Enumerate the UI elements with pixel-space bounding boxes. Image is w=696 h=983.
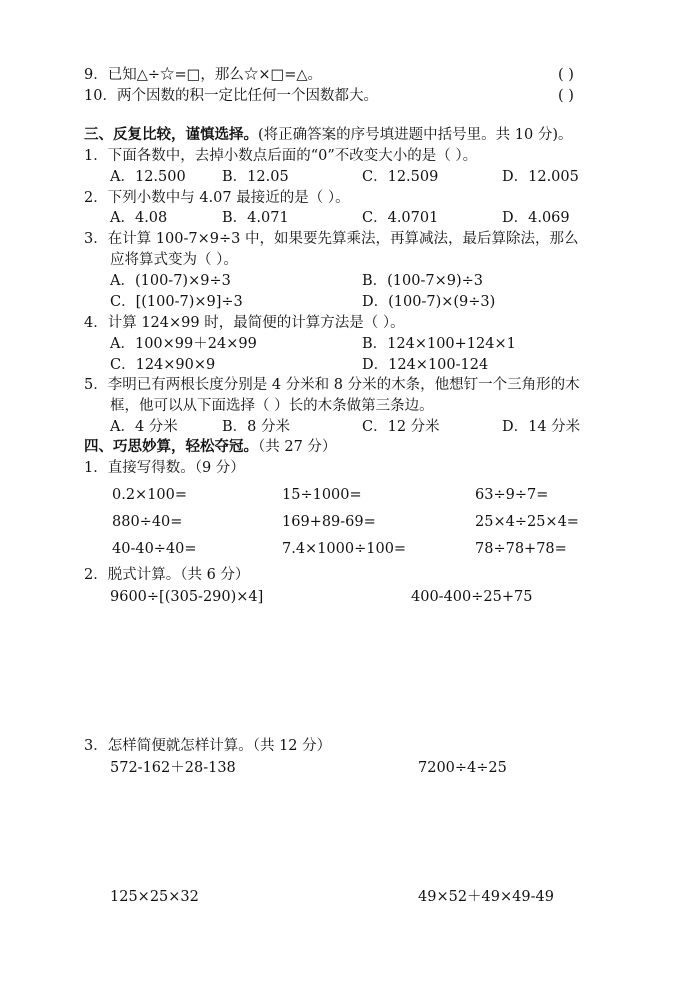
mc-question-5-option-b[interactable]: B．8 分米 xyxy=(222,419,290,435)
mc-question-5-option-d[interactable]: D．14 分米 xyxy=(502,419,581,435)
calc-question-3-title: 3．怎样简便就怎样计算。（共 12 分） xyxy=(84,738,332,754)
oral-calc-item: 25×4÷25×4= xyxy=(475,514,579,530)
section-3-note: (将正确答案的序号填进题中括号里。共 10 分)。 xyxy=(258,127,573,143)
mc-question-4-option-b[interactable]: B．124×100+124×1 xyxy=(362,336,516,352)
section-4-header xyxy=(84,438,336,456)
oral-calc-item: 78÷78+78= xyxy=(475,541,567,557)
calc-question-2-title: 2．脱式计算。（共 6 分） xyxy=(84,567,250,583)
mc-question-2-stem: 2．下列小数中与 4.07 最接近的是（ ）。 xyxy=(84,190,350,206)
mc-question-3-option-c[interactable]: C．[(100-7)×9]÷3 xyxy=(110,294,243,310)
oral-calc-item: 15÷1000= xyxy=(282,487,362,503)
section-4-note: （共 27 分） xyxy=(258,439,337,455)
mc-question-3-stem-line-1: 3．在计算 100-7×9÷3 中，如果要先算乘法，再算减法，最后算除法，那么 xyxy=(84,231,579,247)
oral-calc-item: 0.2×100= xyxy=(112,487,188,503)
mc-question-4-stem: 4．计算 124×99 时，最简便的计算方法是（ ）。 xyxy=(84,315,405,331)
mc-question-4-option-c[interactable]: C．124×90×9 xyxy=(110,357,216,373)
oral-calc-item: 63÷9÷7= xyxy=(475,487,549,503)
section-3-header xyxy=(84,126,572,144)
mc-question-2-option-a[interactable]: A．4.08 xyxy=(110,210,168,226)
mc-question-5-option-a[interactable]: A．4 分米 xyxy=(110,419,178,435)
section-3-title: 三、反复比较，谨慎选择。 xyxy=(84,126,258,143)
oral-calc-item: 7.4×1000÷100= xyxy=(282,541,407,557)
oral-calc-item: 169+89-69= xyxy=(282,514,376,530)
mc-question-1-option-d[interactable]: D．12.005 xyxy=(502,169,579,185)
judge-item-9-answer-paren[interactable]: ( ) xyxy=(558,67,574,83)
oral-calc-item: 40-40÷40= xyxy=(112,541,197,557)
judge-item-9: 9．已知△÷☆=□，那么☆×□=△。 xyxy=(84,67,323,83)
judge-item-10-answer-paren[interactable]: ( ) xyxy=(558,88,574,104)
mc-question-4-option-d[interactable]: D．124×100-124 xyxy=(362,357,489,373)
simplify-calc-expression: 7200÷4÷25 xyxy=(418,760,507,776)
mc-question-1-option-b[interactable]: B．12.05 xyxy=(222,169,289,185)
simplify-calc-expression: 125×25×32 xyxy=(110,889,199,905)
simplify-calc-expression: 49×52＋49×49-49 xyxy=(418,889,554,905)
mc-question-5-option-c[interactable]: C．12 分米 xyxy=(362,419,440,435)
mc-question-4-option-a[interactable]: A．100×99＋24×99 xyxy=(110,336,257,352)
mc-question-3-option-d[interactable]: D．(100-7)×(9÷3) xyxy=(362,294,496,310)
calc-question-1-title: 1．直接写得数。（9 分） xyxy=(84,460,245,476)
mc-question-2-option-d[interactable]: D．4.069 xyxy=(502,210,570,226)
oral-calc-item: 880÷40= xyxy=(112,514,183,530)
mc-question-5-stem-line-2: 框，他可以从下面选择（ ）长的木条做第三条边。 xyxy=(110,398,434,414)
mc-question-3-stem-line-2: 应将算式变为（ ）。 xyxy=(110,252,238,268)
mc-question-3-option-b[interactable]: B．(100-7×9)÷3 xyxy=(362,273,484,289)
step-calc-expression: 9600÷[(305-290)×4] xyxy=(110,589,264,605)
mc-question-1-stem: 1．下面各数中，去掉小数点后面的“0”不改变大小的是（ ）。 xyxy=(84,148,478,164)
simplify-calc-expression: 572-162＋28-138 xyxy=(110,760,236,776)
mc-question-1-option-c[interactable]: C．12.509 xyxy=(362,169,439,185)
mc-question-2-option-b[interactable]: B．4.071 xyxy=(222,210,289,226)
section-4-title: 四、巧思妙算，轻松夺冠。 xyxy=(84,438,258,455)
mc-question-2-option-c[interactable]: C．4.0701 xyxy=(362,210,439,226)
mc-question-5-stem-line-1: 5．李明已有两根长度分别是 4 分米和 8 分米的木条，他想钉一个三角形的木 xyxy=(84,377,580,393)
mc-question-1-option-a[interactable]: A．12.500 xyxy=(110,169,186,185)
mc-question-3-option-a[interactable]: A．(100-7)×9÷3 xyxy=(110,273,231,289)
judge-item-10: 10．两个因数的积一定比任何一个因数都大。 xyxy=(84,88,378,104)
step-calc-expression: 400-400÷25+75 xyxy=(411,589,533,605)
